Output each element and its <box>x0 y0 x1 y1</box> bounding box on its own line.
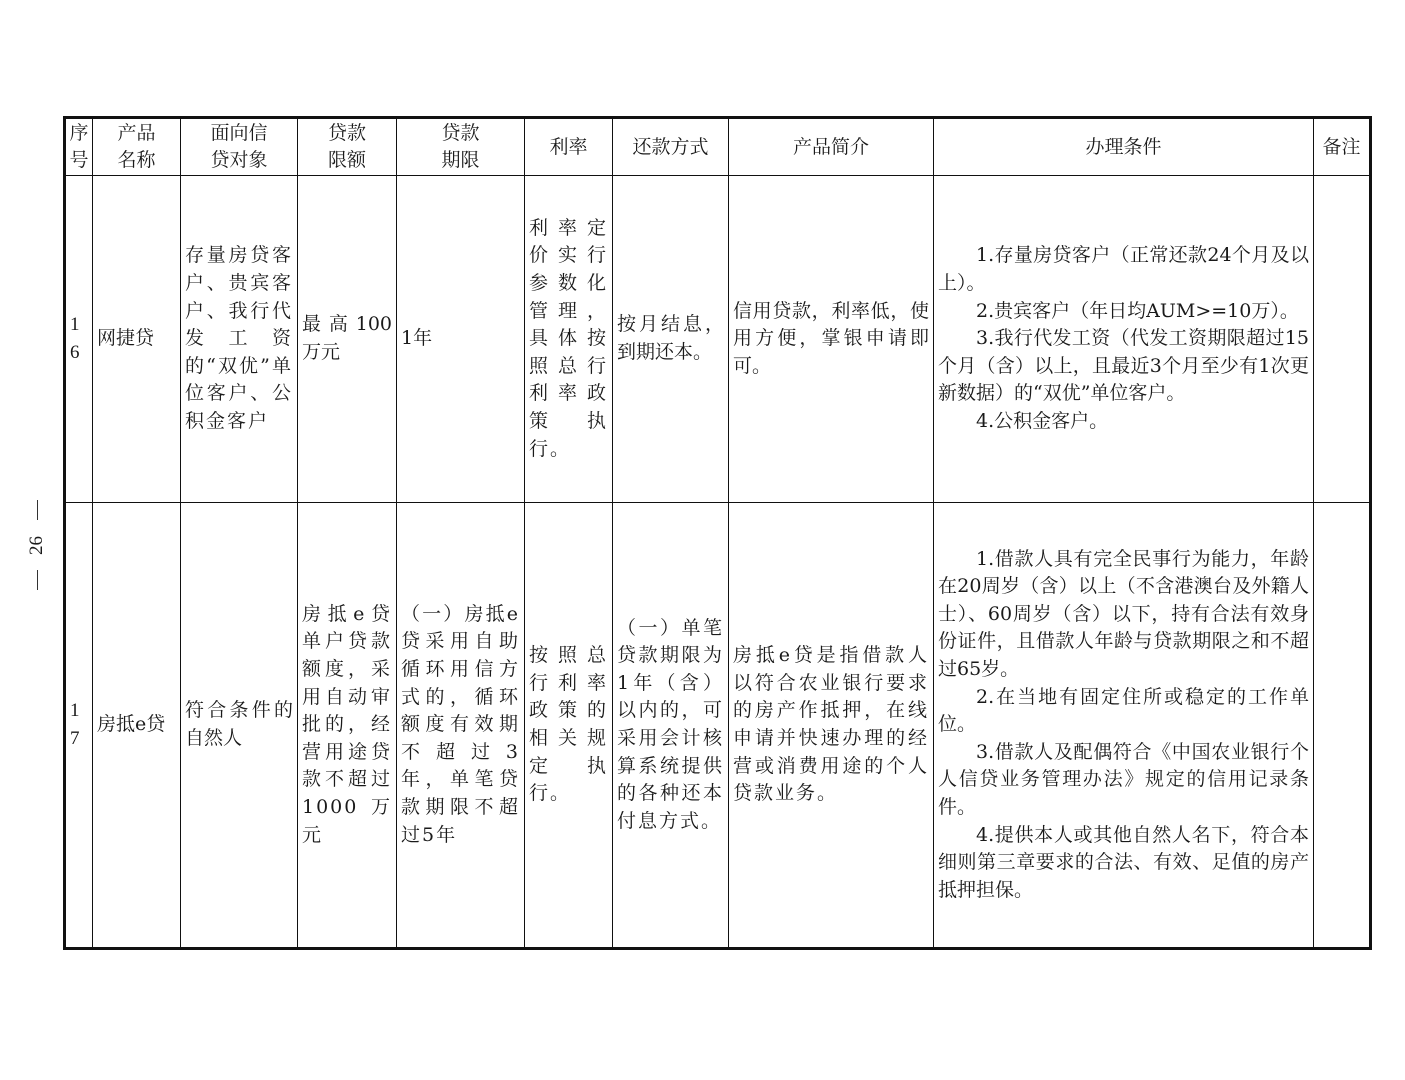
table-header-row <box>65 118 1371 176</box>
condition-item: 4.提供本人或其他自然人名下，符合本细则第三章要求的合法、有效、足值的房产抵押担保。 <box>938 823 1309 901</box>
header-limit <box>298 118 397 176</box>
header-seq-line-1: 序 <box>69 122 89 144</box>
condition-item: 4.公积金客户。 <box>976 409 1109 432</box>
cell-limit: 房抵e贷单户贷款额度，采用自动审批的，经营用途贷款不超过1000万元 <box>298 503 397 949</box>
cell-remarks <box>1314 503 1371 949</box>
cell-conditions <box>934 176 1314 503</box>
page-number-dash-top <box>37 500 38 520</box>
header-term-line-1: 贷款 <box>441 122 480 144</box>
header-intro: 产品简介 <box>729 118 934 176</box>
condition-item: 3.我行代发工资（代发工资期限超过15个月（含）以上，且最近3个月至少有1次更新数据）的“双优”单位客户。 <box>938 327 1309 405</box>
condition-item: 1.存量房贷客户（正常还款24个月及以上）。 <box>938 244 1309 295</box>
cell-term: 1年 <box>397 176 525 503</box>
header-name-line-1: 产品 <box>117 122 156 144</box>
cell-remarks <box>1314 176 1371 503</box>
page-number <box>22 500 52 590</box>
cell-product-name: 房抵e贷 <box>93 503 181 949</box>
header-name-line-2: 名称 <box>117 149 156 171</box>
condition-item: 1.借款人具有完全民事行为能力，年龄在20周岁（含）以上（不含港澳台及外籍人士）、60周岁（含）以下，持有合法有效身份证件，且借款人年龄与贷款期限之和不超过65岁。 <box>938 547 1309 681</box>
header-term-line-2: 期限 <box>441 149 480 171</box>
cell-repayment: 按月结息，到期还本。 <box>613 176 729 503</box>
cell-intro: 房抵e贷是指借款人以符合农业银行要求的房产作抵押，在线申请并快速办理的经营或消费用途的个人贷款业务。 <box>729 503 934 949</box>
condition-item: 2.在当地有固定住所或稳定的工作单位。 <box>938 685 1309 736</box>
cell-term: （一）房抵e贷采用自助循环用信方式的，循环额度有效期不超过3年，单笔贷款期限不超过5年 <box>397 503 525 949</box>
header-repayment: 还款方式 <box>613 118 729 176</box>
table-row <box>65 503 1371 949</box>
header-limit-line-2: 限额 <box>327 149 366 171</box>
header-product-name <box>93 118 181 176</box>
cell-rate: 按照总行利率政策的相关规定执行。 <box>525 503 613 949</box>
header-target-line-2: 贷对象 <box>210 149 268 171</box>
page-number-text: 26 <box>26 535 47 555</box>
header-rate: 利率 <box>525 118 613 176</box>
table-row <box>65 176 1371 503</box>
cell-limit: 最高100万元 <box>298 176 397 503</box>
cell-rate: 利率定价实行参数化管理，具体按照总行利率政策执行。 <box>525 176 613 503</box>
header-term <box>397 118 525 176</box>
header-target-line-1: 面向信 <box>210 122 268 144</box>
loan-products-table <box>63 116 1372 950</box>
cell-product-name: 网捷贷 <box>93 176 181 503</box>
condition-item: 2.贵宾客户（年日均AUM>=10万）。 <box>976 299 1299 322</box>
header-seq <box>65 118 93 176</box>
header-target <box>181 118 298 176</box>
cell-seq: 17 <box>65 503 93 949</box>
cell-target: 存量房贷客户、贵宾客户、我行代发工资的“双优”单位客户、公积金客户 <box>181 176 298 503</box>
cell-target: 符合条件的自然人 <box>181 503 298 949</box>
header-limit-line-1: 贷款 <box>327 122 366 144</box>
page-number-dash-bottom <box>37 570 38 590</box>
header-remarks: 备注 <box>1314 118 1371 176</box>
cell-conditions <box>934 503 1314 949</box>
header-conditions: 办理条件 <box>934 118 1314 176</box>
header-seq-line-2: 号 <box>69 149 89 171</box>
cell-repayment: （一）单笔贷款期限为1年（含）以内的，可采用会计核算系统提供的各种还本付息方式。 <box>613 503 729 949</box>
cell-intro: 信用贷款，利率低，使用方便，掌银申请即可。 <box>729 176 934 503</box>
condition-item: 3.借款人及配偶符合《中国农业银行个人信贷业务管理办法》规定的信用记录条件。 <box>938 740 1309 818</box>
cell-seq: 16 <box>65 176 93 503</box>
